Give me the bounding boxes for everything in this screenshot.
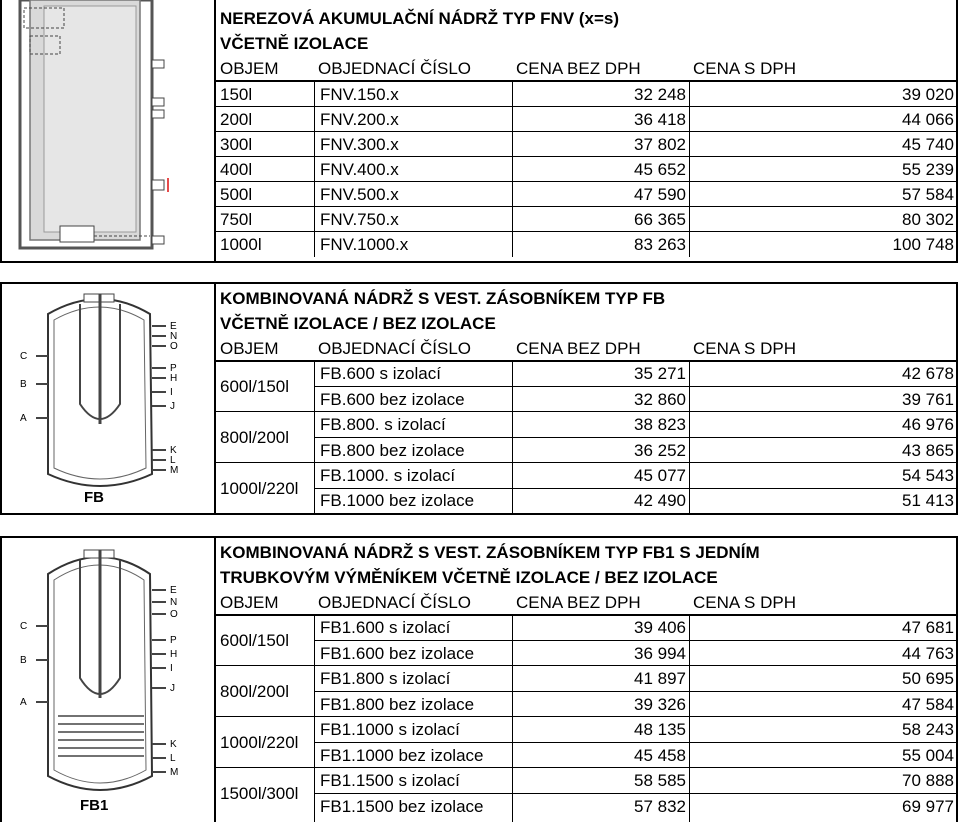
cell-code: FNV.1000.x: [320, 235, 409, 254]
col-rule: [689, 362, 690, 513]
tank-diagram-fb: [0, 284, 216, 512]
cell-objem: 200l: [220, 110, 253, 129]
tank-fnv-icon: [0, 0, 214, 262]
header-objem: OBJEM: [220, 339, 279, 358]
col-rule: [314, 82, 315, 257]
port-letter: L: [170, 455, 176, 466]
header-cena-bez-dph: CENA BEZ DPH: [516, 593, 641, 612]
port-letter: A: [20, 697, 27, 708]
table-row: [216, 463, 956, 488]
tank-fb1-icon: [0, 538, 214, 820]
table-row: [216, 794, 956, 819]
title-row: [216, 286, 956, 311]
section-subtitle: VČETNĚ IZOLACE / BEZ IZOLACE: [220, 314, 496, 333]
header-cena-s-dph: CENA S DPH: [693, 339, 796, 358]
cell-code: FNV.150.x: [320, 85, 399, 104]
cell-price-s: 43 865: [902, 441, 954, 460]
port-letter: I: [170, 387, 173, 398]
cell-price-bez: 48 135: [634, 720, 686, 739]
header-objednaci-cislo: OBJEDNACÍ ČÍSLO: [318, 593, 472, 612]
port-letter: L: [170, 753, 176, 764]
table-row: [216, 768, 956, 793]
table-row: [216, 488, 956, 513]
section-fb1: [0, 536, 960, 822]
cell-price-s: 44 066: [902, 110, 954, 129]
title-row: [216, 540, 956, 565]
col-rule: [512, 616, 513, 822]
diagram-label: FB: [84, 489, 104, 506]
table-row: [216, 132, 956, 157]
title-row: [216, 565, 956, 590]
section-subtitle: TRUBKOVÝM VÝMĚNÍKEM VČETNĚ IZOLACE / BEZ IZOLACE: [220, 568, 718, 587]
cell-price-s: 39 020: [902, 85, 954, 104]
cell-code: FB.1000 bez izolace: [320, 491, 475, 510]
table-row: [216, 641, 956, 666]
section-title: KOMBINOVANÁ NÁDRŽ S VEST. ZÁSOBNÍKEM TYP FB: [220, 289, 666, 308]
port-letter: J: [170, 401, 175, 412]
port-letter: P: [170, 363, 177, 374]
cell-price-s: 42 678: [902, 364, 954, 383]
cell-price-bez: 38 823: [634, 415, 686, 434]
col-rule: [512, 82, 513, 257]
cell-code: FB.1000. s izolací: [320, 466, 456, 485]
col-rule: [314, 362, 315, 513]
section-subtitle: VČETNĚ IZOLACE: [220, 34, 369, 53]
cell-price-s: 46 976: [902, 415, 954, 434]
col-rule: [314, 616, 315, 822]
port-letter: M: [170, 465, 179, 476]
cell-price-s: 55 239: [902, 160, 954, 179]
border-right: [956, 536, 958, 822]
cell-price-bez: 66 365: [634, 210, 686, 229]
cell-price-bez: 42 490: [634, 491, 686, 510]
port-letter: B: [20, 379, 27, 390]
cell-price-s: 58 243: [902, 720, 954, 739]
cell-code: FNV.300.x: [320, 135, 399, 154]
table-fb1: [216, 536, 956, 822]
port-letter: B: [20, 655, 27, 666]
port-letter: I: [170, 663, 173, 674]
cell-price-s: 50 695: [902, 669, 954, 688]
cell-objem: 500l: [220, 185, 253, 204]
cell-price-s: 80 302: [902, 210, 954, 229]
table-fnv: [216, 0, 956, 262]
cell-code: FB.800. s izolací: [320, 415, 446, 434]
port-letter: H: [170, 649, 178, 660]
table-row: [216, 107, 956, 132]
cell-objem: 1000l/220l: [220, 479, 299, 498]
cell-price-bez: 36 994: [634, 644, 686, 663]
cell-price-s: 55 004: [902, 746, 954, 765]
tank-diagram-fnv: [0, 0, 216, 262]
cell-code: FB1.1000 s izolací: [320, 720, 460, 739]
cell-price-bez: 45 652: [634, 160, 686, 179]
port-letter: E: [170, 585, 177, 596]
border-right: [956, 0, 958, 262]
cell-code: FB1.1500 s izolací: [320, 771, 460, 790]
section-fb: [0, 282, 960, 516]
cell-code: FB.600 s izolací: [320, 364, 441, 383]
cell-price-s: 47 584: [902, 695, 954, 714]
table-row: [216, 82, 956, 107]
port-letter: O: [170, 341, 178, 352]
table-row: [216, 207, 956, 232]
cell-price-bez: 41 897: [634, 669, 686, 688]
header-cena-bez-dph: CENA BEZ DPH: [516, 59, 641, 78]
header-objem: OBJEM: [220, 593, 279, 612]
table-row: [216, 743, 956, 768]
border-right: [956, 282, 958, 514]
cell-price-bez: 32 860: [634, 390, 686, 409]
section-title: KOMBINOVANÁ NÁDRŽ S VEST. ZÁSOBNÍKEM TYP FB1 S JEDNÍM: [220, 543, 760, 562]
cell-code: FB1.1000 bez izolace: [320, 746, 484, 765]
cell-objem: 1500l/300l: [220, 784, 299, 803]
header-objednaci-cislo: OBJEDNACÍ ČÍSLO: [318, 59, 472, 78]
table-row: [216, 182, 956, 207]
cell-objem: 1000l: [220, 235, 262, 254]
cell-price-s: 44 763: [902, 644, 954, 663]
title-row: [216, 6, 956, 31]
port-letter: H: [170, 373, 178, 384]
cell-price-bez: 35 271: [634, 364, 686, 383]
header-row: [216, 590, 956, 615]
cell-price-bez: 36 252: [634, 441, 686, 460]
cell-price-s: 57 584: [902, 185, 954, 204]
tank-fb-icon: [0, 284, 214, 512]
cell-price-bez: 45 458: [634, 746, 686, 765]
header-cena-s-dph: CENA S DPH: [693, 593, 796, 612]
port-letter: E: [170, 321, 177, 332]
table-row: [216, 692, 956, 717]
cell-price-s: 39 761: [902, 390, 954, 409]
cell-price-bez: 58 585: [634, 771, 686, 790]
port-letter: P: [170, 635, 177, 646]
section-title: NEREZOVÁ AKUMULAČNÍ NÁDRŽ TYP FNV (x=s): [220, 9, 620, 28]
table-row: [216, 361, 956, 386]
diagram-label: FB1: [80, 797, 109, 814]
port-letter: A: [20, 413, 27, 424]
cell-price-bez: 36 418: [634, 110, 686, 129]
header-row: [216, 336, 956, 361]
port-letter: C: [20, 351, 28, 362]
table-row: [216, 438, 956, 463]
cell-objem: 600l/150l: [220, 377, 290, 396]
header-objednaci-cislo: OBJEDNACÍ ČÍSLO: [318, 339, 472, 358]
cell-objem: 300l: [220, 135, 253, 154]
table-row: [216, 157, 956, 182]
cell-price-bez: 37 802: [634, 135, 686, 154]
cell-code: FNV.400.x: [320, 160, 399, 179]
cell-objem: 400l: [220, 160, 253, 179]
table-fb: [216, 282, 956, 514]
cell-price-bez: 57 832: [634, 797, 686, 816]
cell-price-bez: 47 590: [634, 185, 686, 204]
cell-price-bez: 39 406: [634, 618, 686, 637]
col-rule: [512, 362, 513, 513]
cell-code: FNV.200.x: [320, 110, 399, 129]
cell-objem: 1000l/220l: [220, 733, 299, 752]
port-letter: M: [170, 767, 179, 778]
cell-price-s: 54 543: [902, 466, 954, 485]
header-objem: OBJEM: [220, 59, 279, 78]
table-row: [216, 717, 956, 742]
title-row: [216, 31, 956, 56]
cell-price-s: 70 888: [902, 771, 954, 790]
cell-price-s: 69 977: [902, 797, 954, 816]
cell-code: FB.600 bez izolace: [320, 390, 465, 409]
header-row: [216, 56, 956, 81]
col-rule: [689, 82, 690, 257]
cell-price-bez: 45 077: [634, 466, 686, 485]
port-letter: N: [170, 597, 178, 608]
cell-price-s: 45 740: [902, 135, 954, 154]
cell-code: FB1.800 bez izolace: [320, 695, 475, 714]
cell-objem: 150l: [220, 85, 253, 104]
header-cena-s-dph: CENA S DPH: [693, 59, 796, 78]
cell-code: FB1.800 s izolací: [320, 669, 451, 688]
header-cena-bez-dph: CENA BEZ DPH: [516, 339, 641, 358]
cell-price-bez: 39 326: [634, 695, 686, 714]
port-letter: O: [170, 609, 178, 620]
table-row: [216, 666, 956, 691]
section-fnv: [0, 0, 960, 264]
port-letter: N: [170, 331, 178, 342]
cell-price-bez: 83 263: [634, 235, 686, 254]
cell-code: FB1.1500 bez izolace: [320, 797, 484, 816]
cell-objem: 800l/200l: [220, 682, 290, 701]
cell-price-s: 100 748: [892, 235, 954, 254]
cell-price-s: 47 681: [902, 618, 954, 637]
cell-code: FB1.600 bez izolace: [320, 644, 475, 663]
cell-price-s: 51 413: [902, 491, 954, 510]
cell-code: FNV.750.x: [320, 210, 399, 229]
cell-price-bez: 32 248: [634, 85, 686, 104]
cell-objem: 750l: [220, 210, 253, 229]
title-row: [216, 311, 956, 336]
cell-objem: 800l/200l: [220, 428, 290, 447]
port-letter: J: [170, 683, 175, 694]
table-row: [216, 412, 956, 437]
cell-code: FB1.600 s izolací: [320, 618, 451, 637]
cell-code: FB.800 bez izolace: [320, 441, 465, 460]
table-row: [216, 387, 956, 412]
port-letter: K: [170, 445, 177, 456]
table-row: [216, 615, 956, 640]
table-row: [216, 232, 956, 257]
cell-code: FNV.500.x: [320, 185, 399, 204]
tank-diagram-fb1: [0, 538, 216, 820]
port-letter: C: [20, 621, 28, 632]
col-rule: [689, 616, 690, 822]
port-letter: K: [170, 739, 177, 750]
cell-objem: 600l/150l: [220, 631, 290, 650]
